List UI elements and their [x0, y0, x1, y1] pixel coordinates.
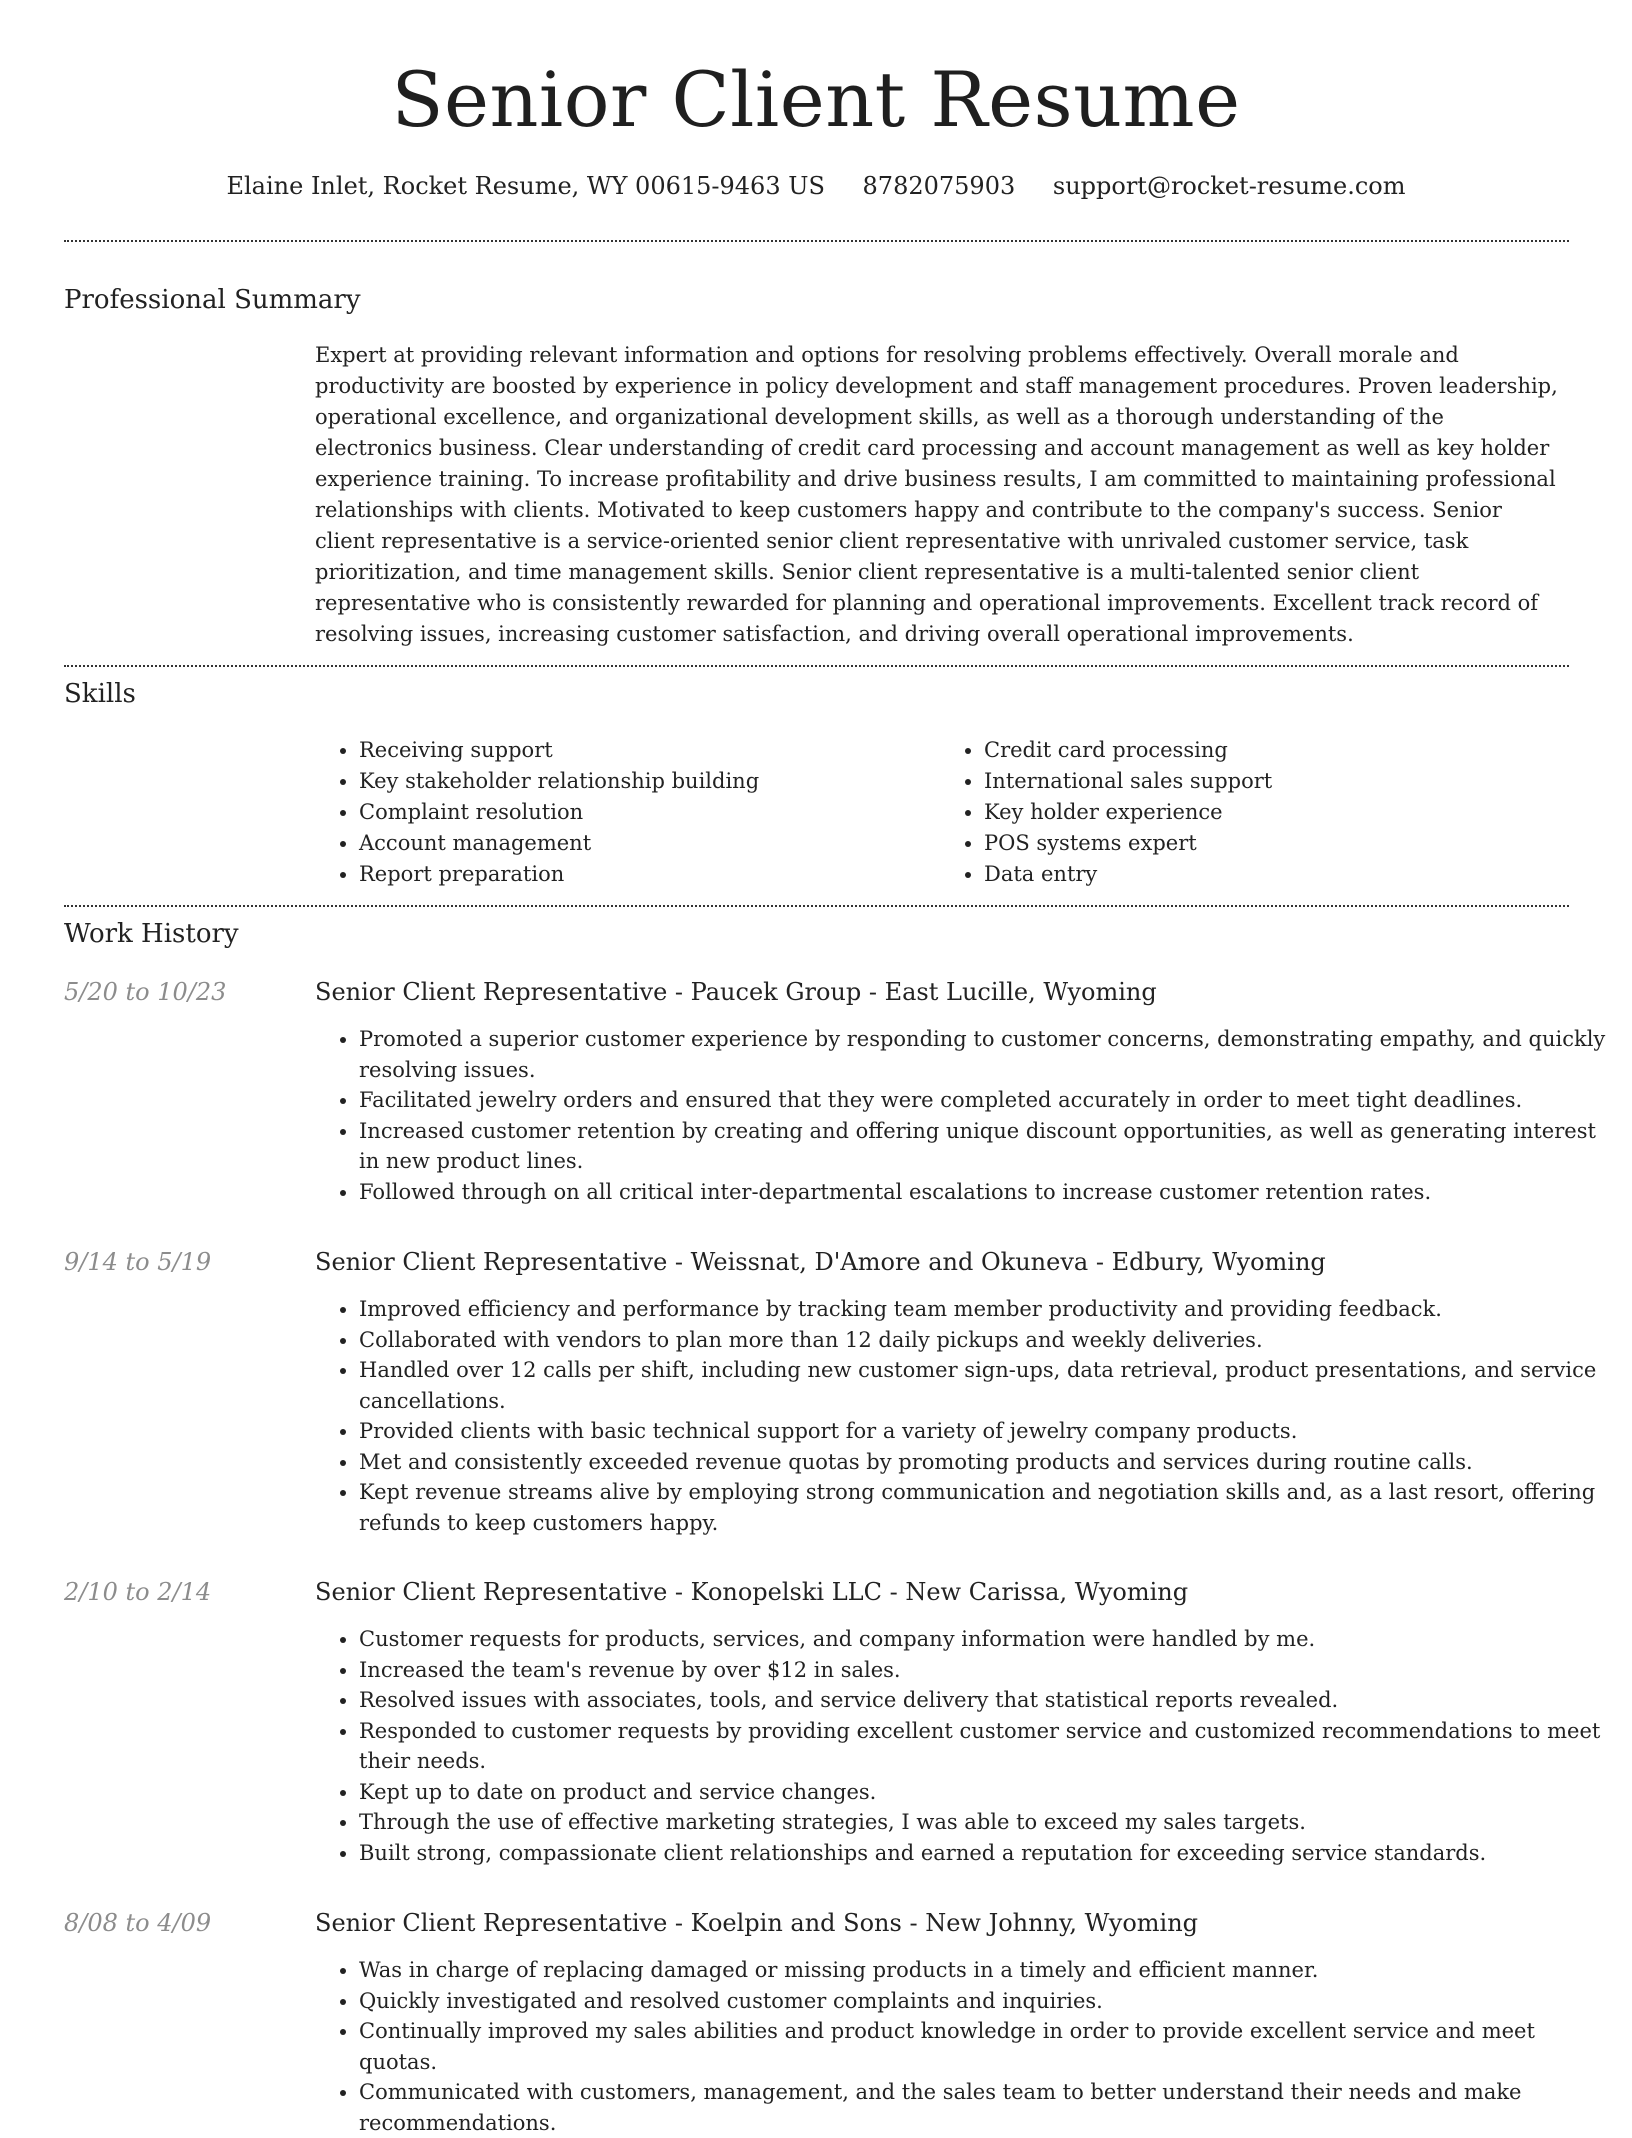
job-title: Senior Client Representative - Koelpin and Sons - New Johnny, Wyoming [315, 1909, 1199, 1937]
job-dates: 5/20 to 10/23 [64, 978, 227, 1006]
job-bullet: • Promoted a superior customer experience by responding to customer concerns, demonstrating empathy, and quickly resolving issues. [359, 1024, 1614, 1085]
job-dates: 9/14 to 5/19 [64, 1248, 212, 1276]
job-bullet: • Quickly investigated and resolved customer complaints and inquiries. [359, 1986, 1614, 2017]
job-bullets [315, 1024, 1614, 1207]
job-bullets [315, 1624, 1614, 1868]
job-dates: 8/08 to 4/09 [64, 1909, 212, 1937]
skills-list [315, 735, 1565, 890]
divider [64, 240, 1569, 242]
contact-address: Elaine Inlet, Rocket Resume, WY 00615-9463 US [226, 172, 825, 200]
job-bullets [315, 1294, 1614, 1538]
skill-item: • Key stakeholder relationship building [359, 766, 940, 797]
job-bullet: • Handled over 12 calls per shift, including new customer sign-ups, data retrieval, product presentations, and service cancellations. [359, 1355, 1614, 1416]
job-bullet: • Responded to customer requests by providing excellent customer service and customized recommendations to meet their needs. [359, 1716, 1614, 1777]
job-bullet: • Facilitated jewelry orders and ensured that they were completed accurately in order to meet tight deadlines. [359, 1085, 1614, 1116]
job-bullets [315, 1955, 1614, 2138]
job-dates: 2/10 to 2/14 [64, 1578, 212, 1606]
skills-heading: Skills [64, 679, 136, 709]
job-bullet: • Through the use of effective marketing strategies, I was able to exceed my sales targets. [359, 1807, 1614, 1838]
summary-text: Expert at providing relevant information and options for resolving problems effectively. Overall morale and productivity are boosted by experience in policy development and staff management procedures. Proven leadership, operational excellence, and organizational development skills, as well as a thorough understanding of the electronics business. Clear understanding of credit card processing and account management as well as key holder experience training. To increase profitability and drive business results, I am committed to maintaining professional relationships with clients. Motivated to keep customers happy and contribute to the company's success. Senior client representative is a service-oriented senior client representative with unrivaled customer service, task prioritization, and time management skills. Senior client representative is a multi-talented senior client representative who is consistently rewarded for planning and operational improvements. Excellent track record of resolving issues, increasing customer satisfaction, and driving overall operational improvements. [315, 343, 1558, 646]
job-bullet: • Communicated with customers, management, and the sales team to better understand their needs and make recommendations. [359, 2077, 1614, 2138]
job-title: Senior Client Representative - Weissnat, D'Amore and Okuneva - Edbury, Wyoming [315, 1248, 1326, 1276]
job-bullet: • Kept revenue streams alive by employing strong communication and negotiation skills and, as a last resort, offering refunds to keep customers happy. [359, 1477, 1614, 1538]
job-bullet: • Resolved issues with associates, tools, and service delivery that statistical reports revealed. [359, 1685, 1614, 1716]
resume-title: Senior Client Resume [391, 55, 1241, 144]
skill-item: • International sales support [984, 766, 1565, 797]
skill-item: • Receiving support [359, 735, 940, 766]
job-bullet: • Collaborated with vendors to plan more than 12 daily pickups and weekly deliveries. [359, 1325, 1614, 1356]
skill-item: • Credit card processing [984, 735, 1565, 766]
skill-item: • Complaint resolution [359, 797, 940, 828]
job-bullet: • Increased customer retention by creating and offering unique discount opportunities, as well as generating interest in new product lines. [359, 1116, 1614, 1177]
contact-phone: 8782075903 [862, 172, 1016, 200]
job-title: Senior Client Representative - Paucek Group - East Lucille, Wyoming [315, 978, 1157, 1006]
contact-email: support@rocket-resume.com [1052, 172, 1406, 200]
job-bullet: • Followed through on all critical inter-departmental escalations to increase customer retention rates. [359, 1177, 1614, 1208]
job-bullet: • Kept up to date on product and service changes. [359, 1777, 1614, 1808]
skill-item: • Report preparation [359, 859, 940, 890]
skill-item: • Key holder experience [984, 797, 1565, 828]
skills-column-left [315, 735, 940, 890]
job-bullet: • Customer requests for products, services, and company information were handled by me. [359, 1624, 1614, 1655]
job-title: Senior Client Representative - Konopelski LLC - New Carissa, Wyoming [315, 1578, 1189, 1606]
job-bullet: • Built strong, compassionate client relationships and earned a reputation for exceeding service standards. [359, 1838, 1614, 1869]
divider [64, 665, 1569, 667]
job-bullet: • Met and consistently exceeded revenue quotas by promoting products and services during routine calls. [359, 1447, 1614, 1478]
job-bullet: • Provided clients with basic technical support for a variety of jewelry company products. [359, 1416, 1614, 1447]
job-bullet: • Was in charge of replacing damaged or missing products in a timely and efficient manner. [359, 1955, 1614, 1986]
job-bullet: • Continually improved my sales abilities and product knowledge in order to provide excellent service and meet quotas. [359, 2016, 1614, 2077]
skills-column-right [940, 735, 1565, 890]
job-bullet: • Improved efficiency and performance by tracking team member productivity and providing feedback. [359, 1294, 1614, 1325]
summary-heading: Professional Summary [64, 285, 361, 315]
skill-item: • Data entry [984, 859, 1565, 890]
skill-item: • Account management [359, 828, 940, 859]
job-bullet: • Increased the team's revenue by over $12 in sales. [359, 1655, 1614, 1686]
work-history-heading: Work History [64, 919, 239, 949]
contact-line [0, 170, 1632, 202]
skill-item: • POS systems expert [984, 828, 1565, 859]
divider [64, 905, 1569, 907]
